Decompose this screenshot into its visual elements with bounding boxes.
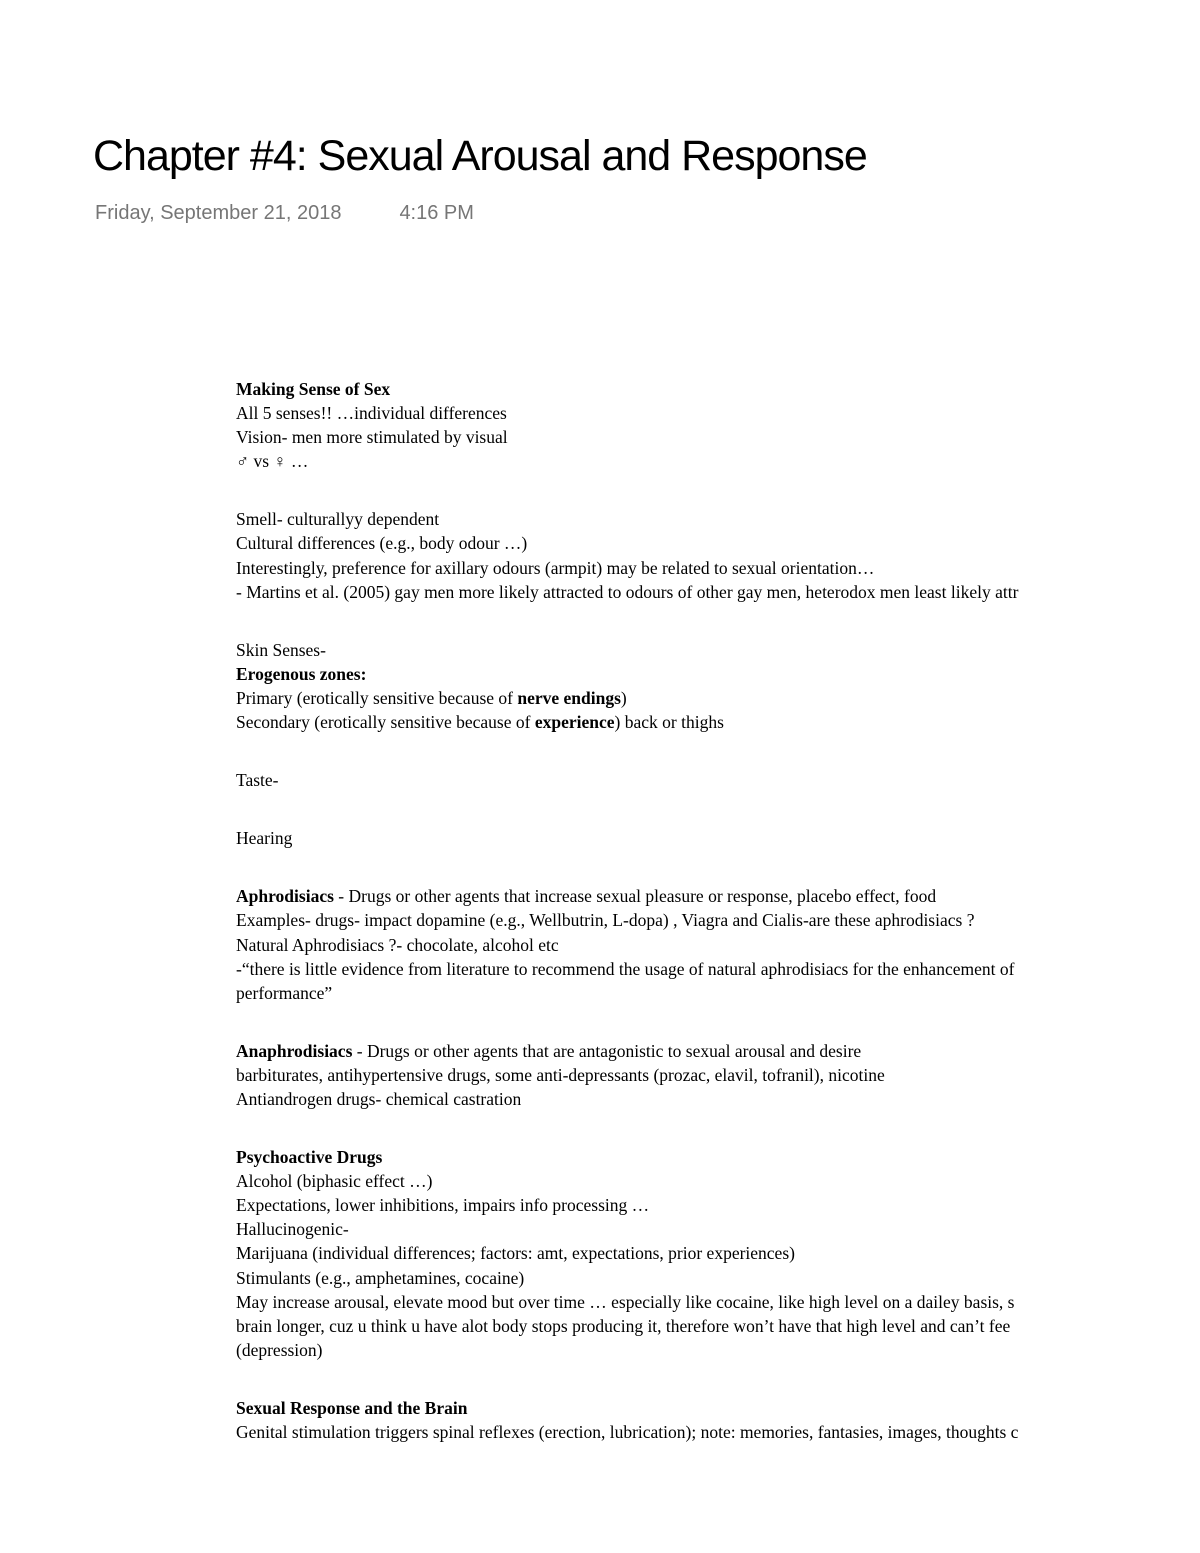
note-timestamp [95,202,474,225]
text-line: Hearing [236,828,293,849]
text-line: Interestingly, preference for axillary odours (armpit) may be related to sexual orientation… [236,557,875,578]
text-line: (depression) [236,1339,323,1360]
text-line: Antiandrogen drugs- chemical castration [236,1088,522,1109]
text-line: brain longer, cuz u think u have alot body stops producing it, therefore won’t have that high level and can’t fee [236,1315,1011,1336]
erogenous-zones-label: Erogenous zones: [236,663,367,684]
text-line: Natural Aphrodisiacs ?- chocolate, alcohol etc [236,934,559,955]
text-line: Expectations, lower inhibitions, impairs info processing … [236,1195,650,1216]
section-senses [236,377,1200,473]
note-date: Friday, September 21, 2018 [95,202,342,224]
section-heading: Sexual Response and the Brain [236,1397,468,1418]
section-heading: Psychoactive Drugs [236,1147,383,1168]
text-fragment: Primary (erotically sensitive because of [236,687,518,708]
section-heading: Making Sense of Sex [236,379,391,399]
term-aphrodisiacs: Aphrodisiacs [236,886,334,907]
section-aphrodisiacs [236,884,1200,1004]
text-line [236,686,1200,710]
text-line: Alcohol (biphasic effect …) [236,1171,433,1192]
text-line: - Martins et al. (2005) gay men more likely attracted to odours of other gay men, heterodox men least likely attr [236,581,1019,602]
section-taste [236,768,1200,792]
page-title: Chapter #4: Sexual Arousal and Response [93,132,867,180]
text-line [236,710,1200,734]
text-line: -“there is little evidence from literature to recommend the usage of natural aphrodisiacs for the enhancement of [236,958,1015,979]
text-line: barbiturates, antihypertensive drugs, some anti-depressants (prozac, elavil, tofranil), nicotine [236,1064,885,1085]
text-line: Hallucinogenic- [236,1219,349,1240]
text-line [236,1039,1200,1063]
text-line: Cultural differences (e.g., body odour …) [236,533,528,554]
section-hearing [236,826,1200,850]
text-line: Genital stimulation triggers spinal reflexes (erection, lubrication); note: memories, fantasies, images, thoughts c [236,1422,1019,1442]
text-fragment: ) back or thighs [614,712,724,733]
text-line: Marijuana (individual differences; factors: amt, expectations, prior experiences) [236,1243,795,1264]
text-line: Stimulants (e.g., amphetamines, cocaine) [236,1267,525,1288]
text-fragment: Secondary (erotically sensitive because of [236,712,535,733]
bold-term: experience [534,712,615,733]
term-anaphrodisiacs: Anaphrodisiacs [236,1040,353,1061]
text-line: Vision- men more stimulated by visual [236,427,508,448]
text-line: performance” [236,982,333,1003]
section-psychoactive-drugs [236,1145,1200,1362]
note-time: 4:16 PM [399,202,474,224]
text-line: May increase arousal, elevate mood but over time … especially like cocaine, like high level on a dailey basis, s [236,1291,1015,1312]
definition-text: - Drugs or other agents that increase sexual pleasure or response, placebo effect, food [333,886,937,907]
bold-term: nerve endings [517,687,621,708]
text-line: ♂ vs ♀ … [236,451,309,472]
section-anaphrodisiacs [236,1039,1200,1111]
note-body [236,377,1200,1442]
text-fragment: ) [620,687,627,708]
text-line: Examples- drugs- impact dopamine (e.g., Wellbutrin, L-dopa) , Viagra and Cialis-are these aphrodisiacs ? [236,910,975,931]
text-line: All 5 senses!! …individual differences [236,403,507,424]
section-sexual-response-brain [236,1396,1200,1444]
text-line [236,884,1200,908]
section-skin-senses [236,638,1200,734]
section-smell [236,507,1200,603]
text-line: Skin Senses- [236,639,326,660]
text-line: Taste- [236,770,279,791]
text-line: Smell- culturallyy dependent [236,509,440,530]
definition-text: - Drugs or other agents that are antagonistic to sexual arousal and desire [352,1040,862,1061]
